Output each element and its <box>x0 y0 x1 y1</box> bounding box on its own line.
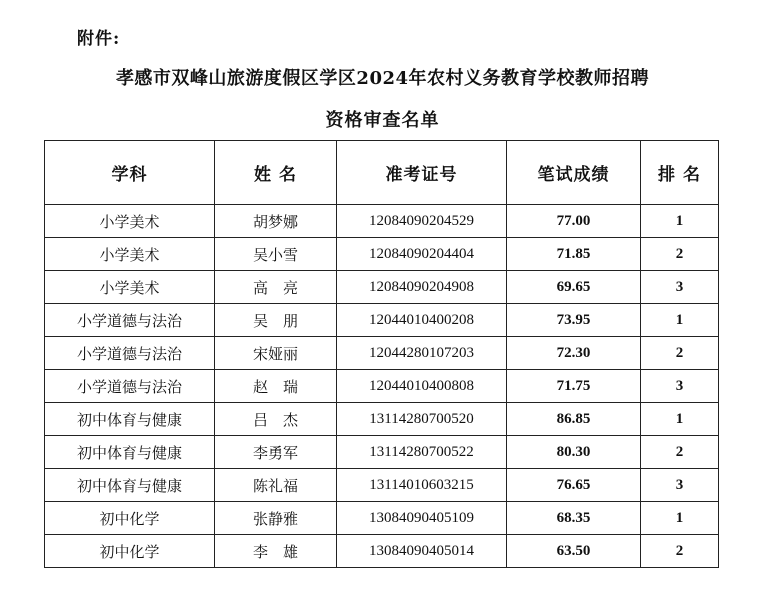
table-row <box>45 205 719 238</box>
cell-rank: 1 <box>641 502 719 535</box>
cell-rank: 2 <box>641 436 719 469</box>
cell-rank: 3 <box>641 271 719 304</box>
cell-rank: 3 <box>641 469 719 502</box>
cell-rank: 3 <box>641 370 719 403</box>
cell-name: 吕 杰 <box>215 403 337 436</box>
cell-name: 吴小雪 <box>215 238 337 271</box>
cell-written-score: 77.00 <box>507 205 641 238</box>
cell-subject: 初中化学 <box>45 535 215 568</box>
cell-written-score: 68.35 <box>507 502 641 535</box>
table-row <box>45 436 719 469</box>
cell-subject: 初中体育与健康 <box>45 469 215 502</box>
table-row <box>45 535 719 568</box>
document-title: 孝感市双峰山旅游度假区学区2024年农村义务教育学校教师招聘 <box>115 68 650 89</box>
cell-subject: 小学美术 <box>45 205 215 238</box>
cell-written-score: 76.65 <box>507 469 641 502</box>
cell-exam-id: 12084090204404 <box>337 238 507 271</box>
cell-subject: 初中体育与健康 <box>45 403 215 436</box>
cell-name: 赵 瑞 <box>215 370 337 403</box>
cell-rank: 1 <box>641 403 719 436</box>
cell-rank: 2 <box>641 535 719 568</box>
cell-exam-id: 12044280107203 <box>337 337 507 370</box>
cell-rank: 1 <box>641 304 719 337</box>
cell-written-score: 72.30 <box>507 337 641 370</box>
table-row <box>45 403 719 436</box>
cell-exam-id: 12084090204908 <box>337 271 507 304</box>
cell-written-score: 86.85 <box>507 403 641 436</box>
attachment-label: 附件: <box>77 29 121 49</box>
cell-written-score: 71.75 <box>507 370 641 403</box>
table-row <box>45 304 719 337</box>
table-row <box>45 502 719 535</box>
header-exam-id: 准考证号 <box>337 141 507 205</box>
cell-subject: 小学道德与法治 <box>45 370 215 403</box>
cell-name: 李 雄 <box>215 535 337 568</box>
cell-subject: 初中化学 <box>45 502 215 535</box>
table-row <box>45 238 719 271</box>
cell-name: 高 亮 <box>215 271 337 304</box>
cell-name: 李勇军 <box>215 436 337 469</box>
cell-exam-id: 13114280700522 <box>337 436 507 469</box>
cell-written-score: 69.65 <box>507 271 641 304</box>
cell-subject: 小学道德与法治 <box>45 337 215 370</box>
header-rank: 排 名 <box>641 141 719 205</box>
table-header-row <box>45 141 719 205</box>
header-written-score: 笔试成绩 <box>507 141 641 205</box>
cell-exam-id: 12044010400808 <box>337 370 507 403</box>
cell-exam-id: 12084090204529 <box>337 205 507 238</box>
cell-written-score: 71.85 <box>507 238 641 271</box>
cell-written-score: 80.30 <box>507 436 641 469</box>
cell-rank: 2 <box>641 238 719 271</box>
cell-subject: 小学美术 <box>45 271 215 304</box>
cell-exam-id: 13084090405014 <box>337 535 507 568</box>
cell-name: 吴 朋 <box>215 304 337 337</box>
cell-name: 胡梦娜 <box>215 205 337 238</box>
table-row <box>45 469 719 502</box>
cell-written-score: 73.95 <box>507 304 641 337</box>
cell-exam-id: 12044010400208 <box>337 304 507 337</box>
table-row <box>45 337 719 370</box>
table-row <box>45 370 719 403</box>
cell-exam-id: 13114010603215 <box>337 469 507 502</box>
header-name: 姓 名 <box>215 141 337 205</box>
table-row <box>45 271 719 304</box>
cell-subject: 初中体育与健康 <box>45 436 215 469</box>
document-subtitle: 资格审查名单 <box>325 110 440 131</box>
qualification-review-table <box>44 140 719 568</box>
cell-name: 陈礼福 <box>215 469 337 502</box>
cell-exam-id: 13114280700520 <box>337 403 507 436</box>
cell-rank: 2 <box>641 337 719 370</box>
cell-name: 宋娅丽 <box>215 337 337 370</box>
header-subject: 学科 <box>45 141 215 205</box>
cell-exam-id: 13084090405109 <box>337 502 507 535</box>
cell-written-score: 63.50 <box>507 535 641 568</box>
cell-subject: 小学道德与法治 <box>45 304 215 337</box>
cell-rank: 1 <box>641 205 719 238</box>
cell-name: 张静雅 <box>215 502 337 535</box>
cell-subject: 小学美术 <box>45 238 215 271</box>
